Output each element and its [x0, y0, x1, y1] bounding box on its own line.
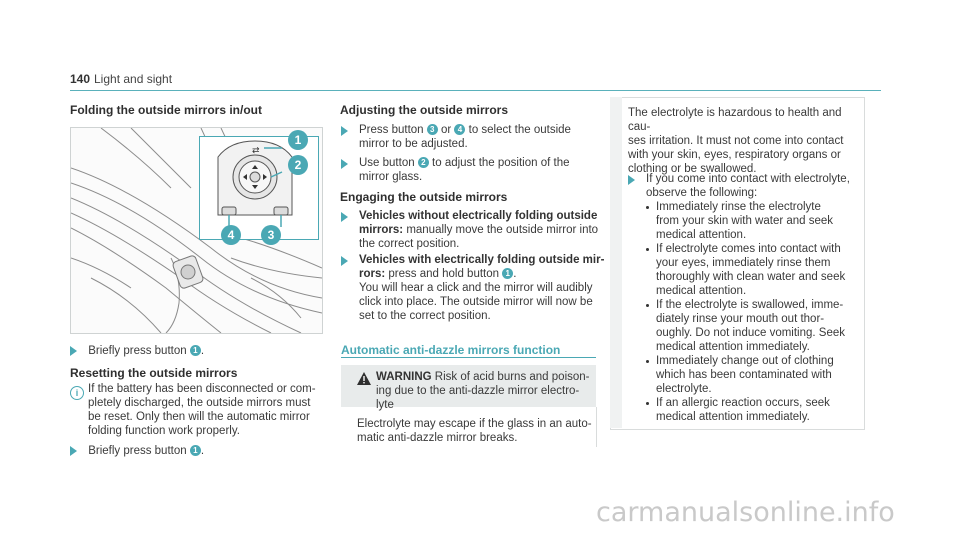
step-text: Use button — [359, 157, 415, 169]
step-text: the correct position. — [359, 238, 460, 250]
button-2-badge: 2 — [418, 157, 429, 168]
page-number: 140 — [70, 72, 91, 86]
note-line: be reset. Only then will the automatic mirror — [88, 411, 310, 423]
callout-2: 2 — [288, 155, 308, 175]
warning-triangle-icon — [357, 372, 371, 390]
anti-dazzle-link-heading: Automatic anti-dazzle mirrors function — [341, 343, 561, 357]
step-text: click into place. The outside mirror will now be — [359, 296, 593, 308]
zoom-inset — [199, 136, 319, 240]
step-text: If you come into contact with electrolyte, — [646, 173, 850, 185]
engaging-heading: Engaging the outside mirrors — [340, 190, 508, 204]
step-bold-text: rors: — [359, 268, 386, 280]
list-item: If the electrolyte is swallowed, imme- diately rinse your mouth out thor- oughly. Do not induce vomiting. Seek medical attention immediately. — [656, 299, 846, 353]
bullet-dot — [646, 360, 649, 363]
step-text: You will hear a click and the mirror will audibly — [359, 282, 593, 294]
step-arrow-icon — [341, 212, 348, 222]
svg-text:⇄: ⇄ — [252, 146, 260, 156]
step-arrow-icon — [341, 159, 348, 169]
warning-body-line: Electrolyte may escape if the glass in an auto- — [357, 418, 592, 430]
bullet-dot — [646, 304, 649, 307]
step-text: Briefly press button — [88, 445, 187, 457]
mirror-switch-drawing — [200, 137, 318, 239]
step-manual-engage — [341, 209, 601, 253]
step-arrow-icon — [70, 446, 77, 456]
step-text: to adjust the position of the — [432, 157, 570, 169]
adjusting-heading: Adjusting the outside mirrors — [340, 103, 509, 117]
callout-1: 1 — [288, 130, 308, 150]
step-text: to select the outside — [468, 124, 571, 136]
step-text: press and hold button — [388, 268, 500, 280]
step-reset: Briefly press button 1 . — [70, 444, 330, 458]
warning-line: ing due to the anti-dazzle mirror electro- — [376, 385, 580, 397]
intro-line: clothing or be swallowed. — [628, 163, 757, 175]
panel-edge — [610, 97, 622, 428]
header-rule — [70, 90, 881, 91]
callout-3: 3 — [261, 225, 281, 245]
list-item: Immediately rinse the electrolyte from your skin with water and seek medical attention. — [656, 201, 834, 241]
warning-line: Risk of acid burns and poison- — [434, 371, 590, 383]
reset-note — [88, 382, 328, 438]
step-text: mirror glass. — [359, 171, 423, 183]
step-text: Press button — [359, 124, 424, 136]
step-text: set to the correct position. — [359, 310, 491, 322]
warning-body-line: matic anti-dazzle mirror breaks. — [357, 432, 518, 444]
page-title: Light and sight — [94, 72, 173, 86]
intro-line: with your skin, eyes, respiratory organs or — [628, 149, 841, 161]
step-electric-engage: Vehicles with electrically folding outside mir- rors: press and hold button 1 . You will hear a click and the mirror will audibly click into place. The outside mirror will now be set to the correct position. — [341, 253, 611, 325]
list-item: If an allergic reaction occurs, seek medical attention immediately. — [656, 397, 830, 423]
button-1-badge: 1 — [190, 445, 201, 456]
bullet-dot — [646, 248, 649, 251]
button-3-badge: 3 — [427, 124, 438, 135]
step-contact — [628, 172, 860, 202]
folding-heading: Folding the outside mirrors in/out — [70, 103, 262, 117]
link-underline — [341, 357, 596, 358]
intro-line: ses irritation. It must not come into contact — [628, 135, 844, 147]
list-item: If electrolyte comes into contact with your eyes, immediately rinse them thoroughly with clean water and seek medical attention. — [656, 243, 846, 297]
step-bold-text: Vehicles without electrically folding outside — [359, 210, 598, 222]
button-4-badge: 4 — [454, 124, 465, 135]
electrolyte-intro — [628, 106, 860, 176]
step-text: mirror to be adjusted. — [359, 138, 468, 150]
first-aid-list — [646, 200, 861, 426]
button-1-badge: 1 — [502, 268, 513, 279]
mirror-control-illustration — [70, 127, 323, 334]
watermark: carmanualsonline.info — [596, 497, 895, 528]
note-line: pletely discharged, the outside mirrors must — [88, 397, 311, 409]
reset-heading: Resetting the outside mirrors — [70, 366, 238, 380]
bullet-dot — [646, 402, 649, 405]
note-line: folding function work properly. — [88, 425, 240, 437]
intro-line: The electrolyte is hazardous to health and cau- — [628, 107, 842, 133]
button-1-badge: 1 — [190, 345, 201, 356]
step-select-mirror — [341, 123, 601, 153]
step-bold-text: mirrors: — [359, 224, 404, 236]
warning-title: WARNING — [376, 371, 432, 383]
warning-line: lyte — [376, 399, 394, 411]
step-arrow-icon — [341, 126, 348, 136]
bullet-dot — [646, 206, 649, 209]
step-fold: Briefly press button 1 . — [70, 344, 330, 358]
warning-divider — [596, 407, 597, 447]
warning-text — [376, 370, 591, 412]
step-text: Briefly press button — [88, 345, 187, 357]
step-text: observe the following: — [646, 187, 758, 199]
step-bold-text: Vehicles with electrically folding outside mir- — [359, 254, 605, 266]
callout-4: 4 — [221, 225, 241, 245]
step-adjust-glass — [341, 156, 601, 186]
step-text: manually move the outside mirror into — [406, 224, 599, 236]
list-item: Immediately change out of clothing which has been contaminated with electrolyte. — [656, 355, 834, 395]
info-icon: i — [70, 383, 84, 401]
note-line: If the battery has been disconnected or com- — [88, 383, 316, 395]
step-arrow-icon — [341, 256, 348, 266]
step-text: or — [440, 124, 452, 136]
step-arrow-icon — [628, 175, 635, 185]
step-arrow-icon — [70, 346, 77, 356]
warning-body — [357, 417, 597, 445]
